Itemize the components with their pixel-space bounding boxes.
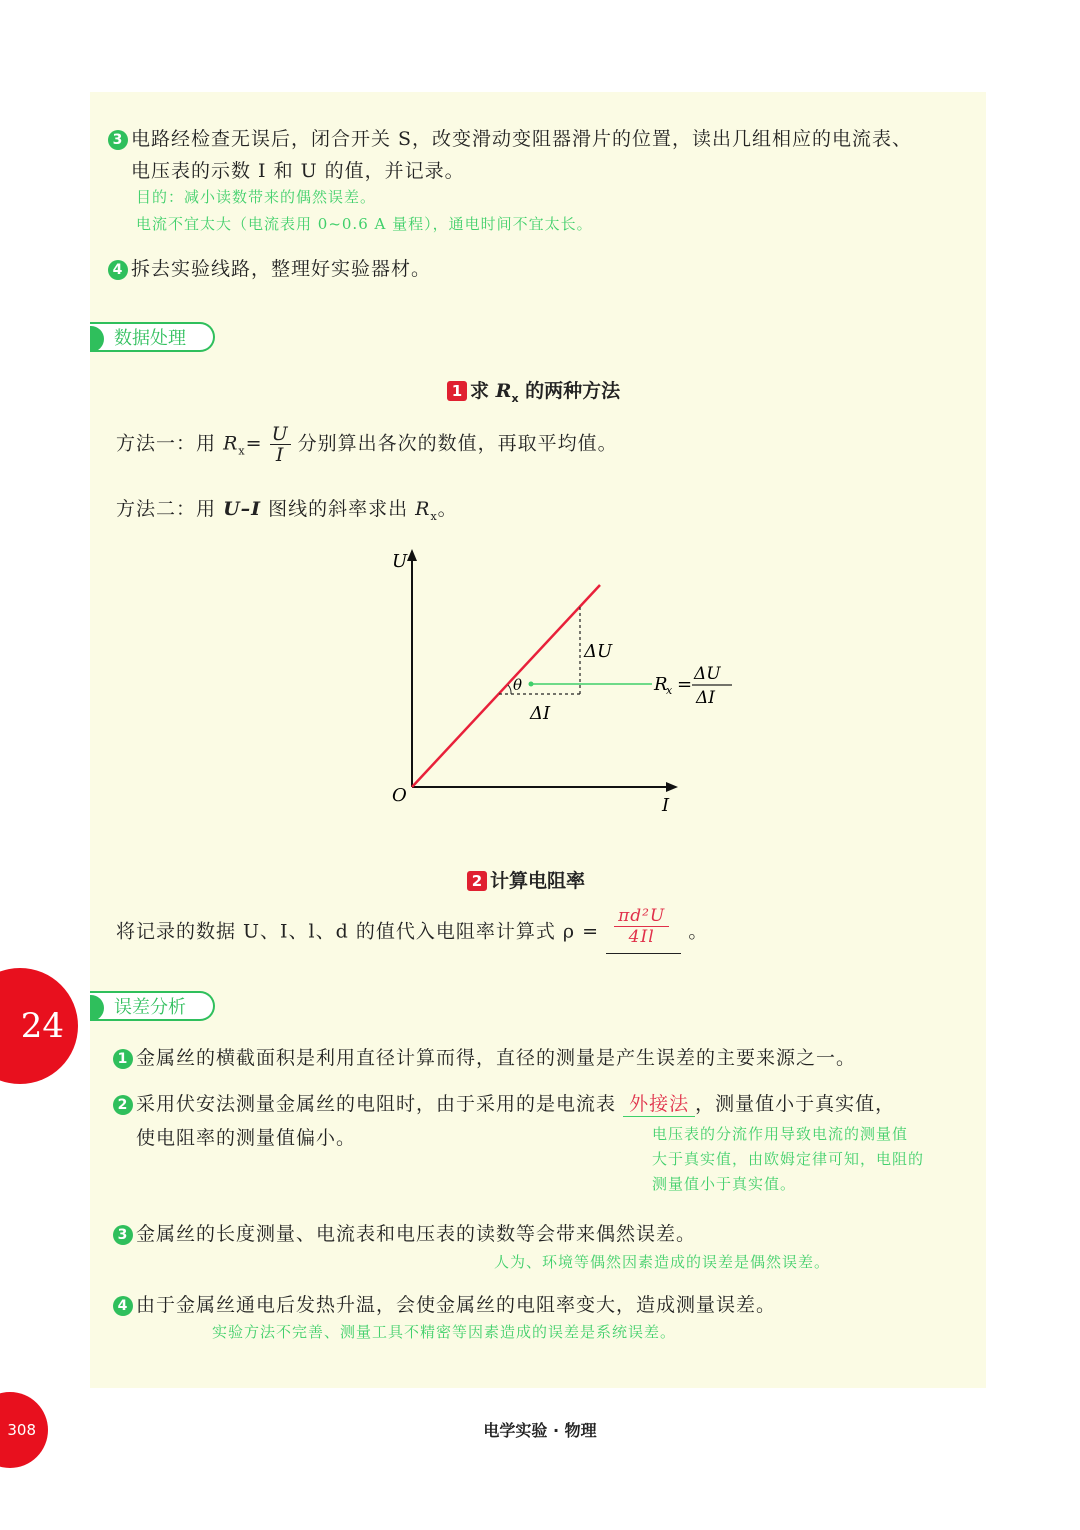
- section-tab-error-analysis: 误差分析: [90, 991, 215, 1021]
- section-tab-data-processing: 数据处理: [90, 322, 215, 352]
- subheading-methods: 1 求 $R_x$ 的两种方法: [447, 376, 620, 405]
- subheading-resistivity: 2 计算电阻率: [467, 866, 585, 893]
- method-1: 方法一：用 $R_x=$ $\frac{U}{I}$ 分别算出各次的数值，再取平均值。: [116, 423, 618, 466]
- method-2: 方法二：用 U–I 图线的斜率求出 $R_x$。: [116, 498, 458, 523]
- error-number-badge: 4: [113, 1296, 133, 1316]
- theta-label: θ: [513, 676, 523, 694]
- error-2-note-1: 电压表的分流作用导致电流的测量值: [652, 1125, 909, 1143]
- chapter-badge: 24: [0, 968, 78, 1084]
- step-3-line-1: 3 电路经检查无误后，闭合开关 S，改变滑动变阻器滑片的位置，读出几组相应的电流表、: [108, 124, 912, 151]
- y-axis-label: U: [392, 551, 408, 572]
- error-4-note: 实验方法不完善、测量工具不精密等因素造成的误差是系统误差。: [212, 1323, 677, 1341]
- formula-r: R: [654, 674, 668, 695]
- fraction-u-over-i: $\frac{U}{I}$: [271, 423, 289, 466]
- footer-title: 电学实验 · 物理: [483, 1421, 597, 1440]
- answer-blank: 外接法: [623, 1089, 695, 1117]
- theta-arc: [508, 685, 511, 694]
- u-i-graph: [380, 545, 760, 820]
- x-axis-arrow: [666, 782, 678, 792]
- error-3-note: 人为、环境等偶然因素造成的误差是偶然误差。: [494, 1253, 831, 1271]
- error-4: 4 由于金属丝通电后发热升温，会使金属丝的电阻率变大，造成测量误差。: [113, 1290, 776, 1317]
- error-1: 1 金属丝的横截面积是利用直径计算而得，直径的测量是产生误差的主要来源之一。: [113, 1043, 856, 1070]
- step-3-line-2: 电压表的示数 I 和 U 的值，并记录。: [131, 160, 465, 182]
- error-number-badge: 3: [113, 1225, 133, 1245]
- error-number-badge: 2: [113, 1095, 133, 1115]
- formula-denominator: ΔI: [696, 688, 715, 708]
- page-number-badge: 308: [0, 1392, 48, 1468]
- resistivity-formula: 将记录的数据 U、I、l、d 的值代入电阻率计算式 ρ = $\frac{\text{πd²U}}{4Il}$ 。: [116, 906, 708, 954]
- origin-label: O: [392, 785, 407, 806]
- error-3: 3 金属丝的长度测量、电流表和电压表的读数等会带来偶然误差。: [113, 1219, 696, 1246]
- formula-eq: =: [677, 674, 693, 695]
- error-number-badge: 1: [113, 1049, 133, 1069]
- step-3-note-1: 目的：减小读数带来的偶然误差。: [136, 188, 377, 206]
- step-3-note-2: 电流不宜太大（电流表用 0~0.6 A 量程），通电时间不宜太长。: [136, 215, 593, 233]
- step-number-badge: 4: [108, 260, 128, 280]
- pointer-dot: [529, 682, 534, 687]
- delta-i-label: ΔI: [530, 703, 551, 724]
- step-number-badge: 3: [108, 130, 128, 150]
- formula-sub: x: [666, 684, 673, 697]
- step-4: 4 拆去实验线路，整理好实验器材。: [108, 254, 431, 281]
- x-axis-label: I: [662, 795, 670, 816]
- y-axis-arrow: [407, 549, 417, 561]
- error-2-line-2: 使电阻率的测量值偏小。: [136, 1127, 357, 1149]
- error-2-note-3: 测量值小于真实值。: [652, 1175, 797, 1193]
- resistivity-fraction: $\frac{\text{πd²U}}{4Il}$: [614, 906, 669, 947]
- error-2-note-2: 大于真实值，由欧姆定律可知，电阻的: [652, 1150, 925, 1168]
- error-2-line-1: 2 采用伏安法测量金属丝的电阻时，由于采用的是电流表 外接法 ，测量值小于真实值，: [113, 1089, 895, 1117]
- delta-u-label: ΔU: [584, 641, 613, 662]
- u-i-line: [412, 585, 600, 787]
- formula-numerator: ΔU: [694, 664, 721, 684]
